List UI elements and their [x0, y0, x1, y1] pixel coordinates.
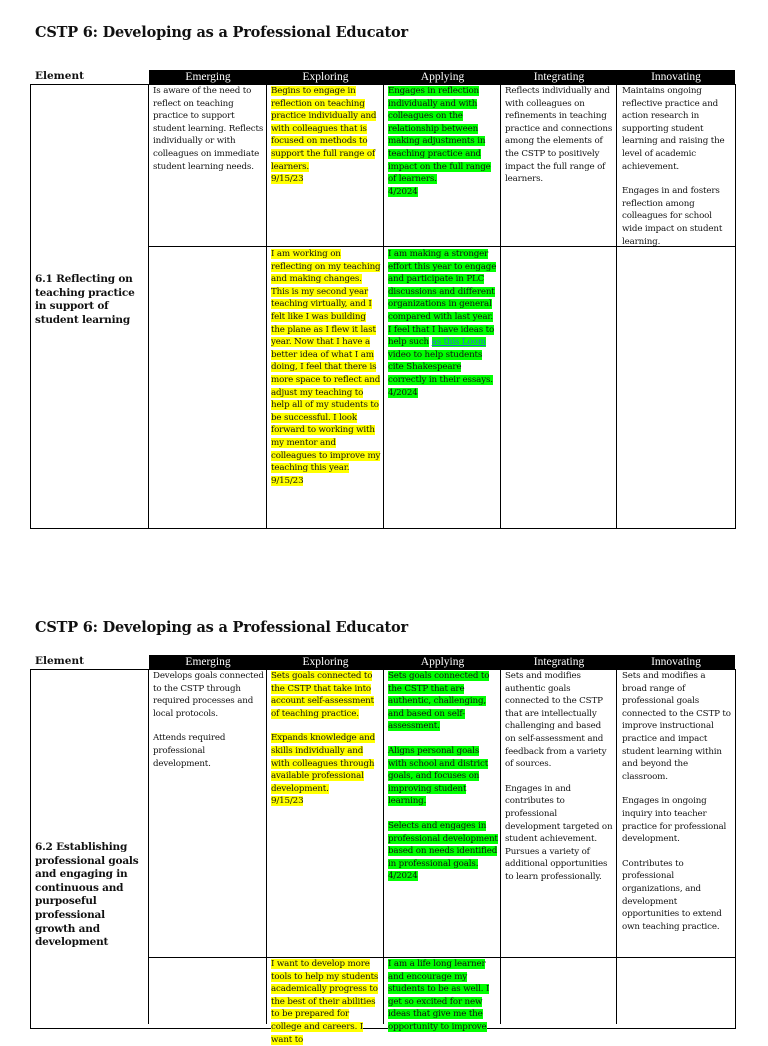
divider: [383, 669, 384, 1024]
divider: [148, 84, 149, 529]
divider: [500, 669, 501, 1024]
highlighted-text: Engages in reflection individually and with colleagues on the relationship between making adjustments in teaching practice and impact on the full range of learners.: [388, 86, 491, 185]
descriptor-6-2-applying: [388, 670, 498, 883]
descriptor-text: Is aware of the need to reflect on teaching practice to support student learning. Reflects individually or with colleagues on immediate student learning needs.: [153, 86, 264, 172]
highlighted-text: Sets goals connected to the CSTP that are authentic, challenging, and based on self-assessment.: [388, 671, 490, 732]
divider: [500, 84, 501, 529]
highlighted-text: Begins to engage in reflection on teaching practice individually and with colleagues that is focused on methods to support the full range of learners.: [271, 86, 377, 172]
header-exploring: Exploring: [267, 70, 384, 84]
descriptor-text: Develops goals connected to the CSTP through required processes and local protocols.: [153, 671, 264, 719]
date-stamp: 4/2024: [388, 186, 418, 197]
section-1-title: CSTP 6: Developing as a Professional Educator: [35, 24, 408, 41]
descriptor-6-2-emerging: [153, 670, 264, 770]
descriptor-text: Engages in and fosters reflection among colleagues for school wide impact on student learning.: [622, 186, 723, 247]
descriptor-6-1-emerging: [153, 85, 264, 173]
evidence-text: video to help students cite Shakespeare correctly in their essays.: [388, 349, 493, 385]
element-6-1-name: 6.1 Reflecting on teaching practice in support of student learning: [35, 273, 135, 326]
evidence-text: I am a life long learner and encourage my students to be as well. I get so excited for new ideas that give me the opportunity to improve: [388, 959, 490, 1032]
descriptor-6-2-integrating: [505, 670, 614, 884]
divider: [266, 669, 267, 1024]
descriptor-text: Maintains ongoing reflective practice and action research in supporting student learning and raising the level of academic achievement.: [622, 86, 725, 172]
descriptor-text: Sets and modifies a broad range of professional goals connected to the CSTP to improve instructional practice and impact student learning within and beyond the classroom.: [622, 671, 731, 782]
date-stamp: 9/15/23: [271, 174, 304, 185]
descriptor-6-1-integrating: [505, 85, 614, 186]
divider: [266, 84, 267, 529]
header-applying: Applying: [384, 655, 501, 669]
highlighted-text: Sets goals connected to the CSTP that take into account self-assessment of teaching practice.: [271, 671, 374, 719]
date-stamp: 9/15/23: [271, 796, 304, 807]
divider: [616, 669, 617, 1024]
header-emerging: Emerging: [149, 70, 267, 84]
section-2-title: CSTP 6: Developing as a Professional Educator: [35, 619, 408, 636]
date-stamp: 4/2024: [388, 387, 418, 398]
descriptor-text: Engages in and contributes to professional development targeted on student achievement. Pursues a variety of additional opportunities to learn professionally.: [505, 783, 613, 882]
highlighted-text: Aligns personal goals with school and district goals, and focuses on improving student learning.: [388, 745, 489, 807]
evidence-6-2-exploring: [271, 958, 381, 1045]
evidence-text: I am working on reflecting on my teaching and making changes. This is my second year teaching virtually, and I felt like I was building the plane as I flew it last year. Now that I have a better idea of what I am doing, I feel that there is more space to reflect and adjust my teaching to help all of my students to be successful. I look forward to working with my mentor and colleagues to improve my teaching this year.: [271, 249, 381, 474]
date-stamp: 4/2024: [388, 871, 418, 882]
descriptor-text: Engages in ongoing inquiry into teacher practice for professional development.: [622, 796, 727, 845]
header-integrating: Integrating: [501, 655, 617, 669]
descriptor-text: Attends required professional development.: [153, 733, 226, 769]
loom-video-link[interactable]: as this Loom: [431, 337, 486, 348]
header-applying: Applying: [384, 70, 501, 84]
element-6-2-name: 6.2 Establishing professional goals and engaging in continuous and purposeful professional growth and development: [35, 841, 139, 949]
evidence-6-1-exploring: [271, 248, 381, 487]
descriptor-6-1-innovating: [622, 85, 732, 248]
descriptor-6-1-applying: [388, 85, 498, 198]
date-stamp: 9/15/23: [271, 475, 304, 486]
divider: [616, 84, 617, 529]
evidence-6-1-applying: [388, 248, 498, 399]
evidence-text: I want to develop more tools to help my students academically progress to the best of their abilities to be prepared for college and careers. I want to: [271, 959, 379, 1045]
descriptor-text: Contributes to professional organizations, and development opportunities to extend own teaching practice.: [622, 858, 722, 932]
highlighted-text: Expands knowledge and skills individually and with colleagues through available professional development.: [271, 733, 376, 794]
descriptor-text: Reflects individually and with colleagues on refinements in teaching practice and connections among the elements of the CSTP to positively impact the full range of learners.: [505, 86, 613, 185]
evidence-6-2-applying: [388, 958, 498, 1032]
divider: [148, 669, 149, 1024]
section-1-element-label: Element: [35, 70, 84, 82]
evidence-text: I am making a stronger effort this year to engage and participate in PLC discussions and different organizations in general compared with last year. I feel that I have ideas to help such: [388, 249, 497, 348]
header-innovating: Innovating: [617, 655, 735, 669]
header-exploring: Exploring: [267, 655, 384, 669]
descriptor-6-2-innovating: [622, 670, 732, 933]
header-integrating: Integrating: [501, 70, 617, 84]
header-innovating: Innovating: [617, 70, 735, 84]
descriptor-6-1-exploring: [271, 85, 381, 186]
divider: [383, 84, 384, 529]
descriptor-6-2-exploring: [271, 670, 381, 808]
descriptor-text: Sets and modifies authentic goals connected to the CSTP that are intellectually challenging and based on self-assessment and feedback from a variety of sources.: [505, 671, 607, 770]
header-emerging: Emerging: [149, 655, 267, 669]
highlighted-text: Selects and engages in professional development based on needs identified in professional goals.: [388, 820, 498, 869]
section-2-element-label: Element: [35, 655, 84, 667]
